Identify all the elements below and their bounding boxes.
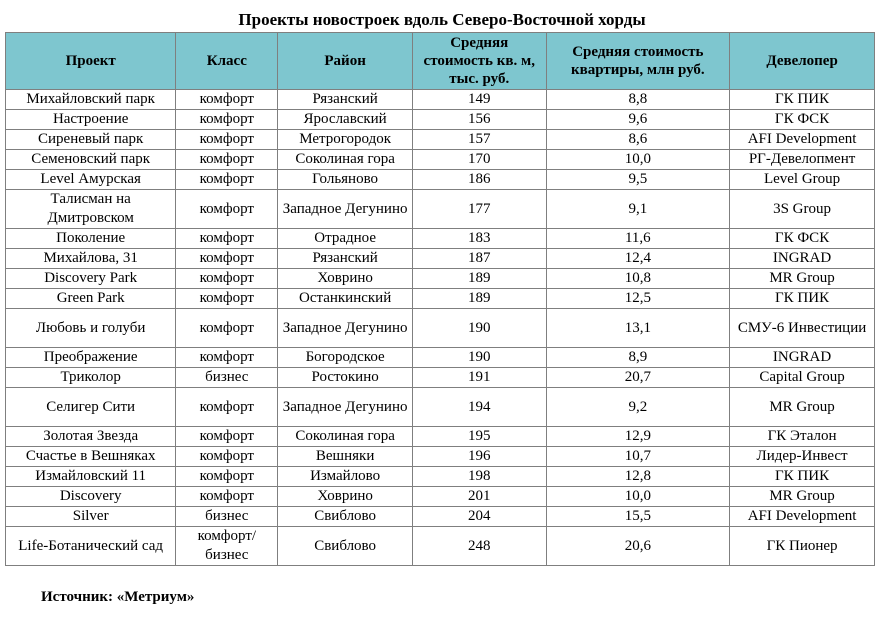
cell-price-apartment: 15,5 — [546, 507, 730, 527]
cell-project: Семеновский парк — [6, 150, 176, 170]
cell-price-apartment: 8,6 — [546, 130, 730, 150]
table-row — [6, 507, 875, 527]
cell-price-apartment: 10,8 — [546, 269, 730, 289]
cell-price-sqm: 189 — [412, 269, 546, 289]
cell-price-sqm: 190 — [412, 348, 546, 368]
cell-price-apartment: 9,1 — [546, 190, 730, 229]
table-row — [6, 130, 875, 150]
cell-district: Рязанский — [278, 249, 413, 269]
cell-project: Поколение — [6, 229, 176, 249]
header-class: Класс — [176, 33, 278, 90]
cell-developer: ГК ПИК — [730, 90, 875, 110]
cell-district: Свиблово — [278, 507, 413, 527]
cell-price-sqm: 170 — [412, 150, 546, 170]
table-row — [6, 289, 875, 309]
cell-district: Ростокино — [278, 368, 413, 388]
cell-district: Останкинский — [278, 289, 413, 309]
cell-developer: ГК ПИК — [730, 467, 875, 487]
cell-price-apartment: 20,7 — [546, 368, 730, 388]
cell-class: комфорт — [176, 427, 278, 447]
table-body — [6, 90, 875, 566]
table-row — [6, 368, 875, 388]
cell-district: Ховрино — [278, 487, 413, 507]
table-row — [6, 447, 875, 467]
cell-class: комфорт — [176, 90, 278, 110]
cell-project: Настроение — [6, 110, 176, 130]
table-row — [6, 388, 875, 427]
table-row — [6, 487, 875, 507]
cell-class: бизнес — [176, 507, 278, 527]
cell-class: комфорт — [176, 110, 278, 130]
cell-developer: ГК Пионер — [730, 527, 875, 566]
cell-district: Богородское — [278, 348, 413, 368]
cell-project: Михайловский парк — [6, 90, 176, 110]
cell-price-sqm: 196 — [412, 447, 546, 467]
cell-developer: AFI Development — [730, 130, 875, 150]
cell-project: Измайловский 11 — [6, 467, 176, 487]
cell-price-apartment: 20,6 — [546, 527, 730, 566]
cell-class: комфорт/ бизнес — [176, 527, 278, 566]
cell-developer: ГК ПИК — [730, 289, 875, 309]
new-buildings-table — [5, 32, 875, 566]
cell-price-sqm: 177 — [412, 190, 546, 229]
cell-price-sqm: 183 — [412, 229, 546, 249]
cell-price-apartment: 12,8 — [546, 467, 730, 487]
cell-developer: ГК ФСК — [730, 229, 875, 249]
cell-project: Преображение — [6, 348, 176, 368]
cell-class: комфорт — [176, 309, 278, 348]
cell-developer: ГК Эталон — [730, 427, 875, 447]
cell-project: Триколор — [6, 368, 176, 388]
cell-developer: РГ-Девелопмент — [730, 150, 875, 170]
cell-price-apartment: 11,6 — [546, 229, 730, 249]
cell-price-sqm: 198 — [412, 467, 546, 487]
cell-price-sqm: 149 — [412, 90, 546, 110]
cell-developer: Capital Group — [730, 368, 875, 388]
source-note: Источник: «Метриум» — [41, 589, 195, 605]
cell-class: комфорт — [176, 487, 278, 507]
cell-district: Западное Дегунино — [278, 388, 413, 427]
table-title: Проекты новостроек вдоль Северо-Восточной хорды — [238, 10, 646, 29]
cell-project: Золотая Звезда — [6, 427, 176, 447]
cell-price-sqm: 190 — [412, 309, 546, 348]
cell-class: комфорт — [176, 348, 278, 368]
table-row — [6, 467, 875, 487]
cell-class: комфорт — [176, 190, 278, 229]
cell-class: комфорт — [176, 447, 278, 467]
cell-project: Сиреневый парк — [6, 130, 176, 150]
cell-class: комфорт — [176, 150, 278, 170]
cell-class: комфорт — [176, 269, 278, 289]
cell-project: Silver — [6, 507, 176, 527]
cell-class: комфорт — [176, 229, 278, 249]
cell-price-sqm: 248 — [412, 527, 546, 566]
cell-price-apartment: 10,0 — [546, 487, 730, 507]
cell-district: Западное Дегунино — [278, 309, 413, 348]
cell-project: Селигер Сити — [6, 388, 176, 427]
cell-developer: Лидер-Инвест — [730, 447, 875, 467]
cell-district: Западное Дегунино — [278, 190, 413, 229]
cell-developer: MR Group — [730, 388, 875, 427]
cell-developer: ГК ФСК — [730, 110, 875, 130]
cell-price-apartment: 10,7 — [546, 447, 730, 467]
cell-class: комфорт — [176, 130, 278, 150]
cell-class: бизнес — [176, 368, 278, 388]
table-row — [6, 170, 875, 190]
cell-district: Свиблово — [278, 527, 413, 566]
cell-project: Любовь и голуби — [6, 309, 176, 348]
table-header-row — [6, 33, 875, 90]
header-project: Проект — [6, 33, 176, 90]
cell-developer: INGRAD — [730, 348, 875, 368]
table-row — [6, 90, 875, 110]
cell-developer: 3S Group — [730, 190, 875, 229]
cell-developer: AFI Development — [730, 507, 875, 527]
cell-developer: Level Group — [730, 170, 875, 190]
cell-class: комфорт — [176, 170, 278, 190]
header-district: Район — [278, 33, 413, 90]
cell-developer: MR Group — [730, 487, 875, 507]
cell-project: Discovery Park — [6, 269, 176, 289]
cell-district: Измайлово — [278, 467, 413, 487]
cell-project: Discovery — [6, 487, 176, 507]
cell-developer: MR Group — [730, 269, 875, 289]
cell-project: Level Амурская — [6, 170, 176, 190]
cell-district: Ховрино — [278, 269, 413, 289]
table-row — [6, 427, 875, 447]
cell-price-apartment: 12,9 — [546, 427, 730, 447]
cell-price-apartment: 12,4 — [546, 249, 730, 269]
cell-price-sqm: 189 — [412, 289, 546, 309]
table-row — [6, 150, 875, 170]
cell-price-apartment: 13,1 — [546, 309, 730, 348]
cell-district: Гольяново — [278, 170, 413, 190]
cell-district: Ярославский — [278, 110, 413, 130]
table-row — [6, 110, 875, 130]
cell-project: Green Park — [6, 289, 176, 309]
cell-project: Счастье в Вешняках — [6, 447, 176, 467]
table-row — [6, 348, 875, 368]
cell-project: Михайлова, 31 — [6, 249, 176, 269]
cell-price-sqm: 194 — [412, 388, 546, 427]
header-price-apartment: Средняя стоимость квартиры, млн руб. — [546, 33, 730, 90]
cell-price-sqm: 187 — [412, 249, 546, 269]
cell-price-sqm: 204 — [412, 507, 546, 527]
cell-developer: INGRAD — [730, 249, 875, 269]
cell-district: Метрогородок — [278, 130, 413, 150]
header-developer: Девелопер — [730, 33, 875, 90]
table-row — [6, 249, 875, 269]
table-row — [6, 269, 875, 289]
header-price-sqm: Средняя стоимость кв. м, тыс. руб. — [412, 33, 546, 90]
cell-price-sqm: 156 — [412, 110, 546, 130]
cell-district: Отрадное — [278, 229, 413, 249]
cell-class: комфорт — [176, 467, 278, 487]
cell-price-sqm: 186 — [412, 170, 546, 190]
table-row — [6, 229, 875, 249]
cell-district: Соколиная гора — [278, 427, 413, 447]
cell-price-sqm: 191 — [412, 368, 546, 388]
cell-price-apartment: 8,9 — [546, 348, 730, 368]
table-row — [6, 190, 875, 229]
cell-developer: СМУ-6 Инвестиции — [730, 309, 875, 348]
table-row — [6, 309, 875, 348]
cell-price-apartment: 8,8 — [546, 90, 730, 110]
cell-price-sqm: 157 — [412, 130, 546, 150]
cell-price-apartment: 12,5 — [546, 289, 730, 309]
cell-price-apartment: 9,2 — [546, 388, 730, 427]
cell-district: Вешняки — [278, 447, 413, 467]
cell-project: Талисман на Дмитровском — [6, 190, 176, 229]
cell-district: Рязанский — [278, 90, 413, 110]
cell-class: комфорт — [176, 388, 278, 427]
cell-price-apartment: 9,6 — [546, 110, 730, 130]
cell-district: Соколиная гора — [278, 150, 413, 170]
cell-price-apartment: 9,5 — [546, 170, 730, 190]
table-row — [6, 527, 875, 566]
cell-price-sqm: 201 — [412, 487, 546, 507]
cell-price-sqm: 195 — [412, 427, 546, 447]
cell-project: Life-Ботанический сад — [6, 527, 176, 566]
cell-class: комфорт — [176, 289, 278, 309]
cell-class: комфорт — [176, 249, 278, 269]
cell-price-apartment: 10,0 — [546, 150, 730, 170]
